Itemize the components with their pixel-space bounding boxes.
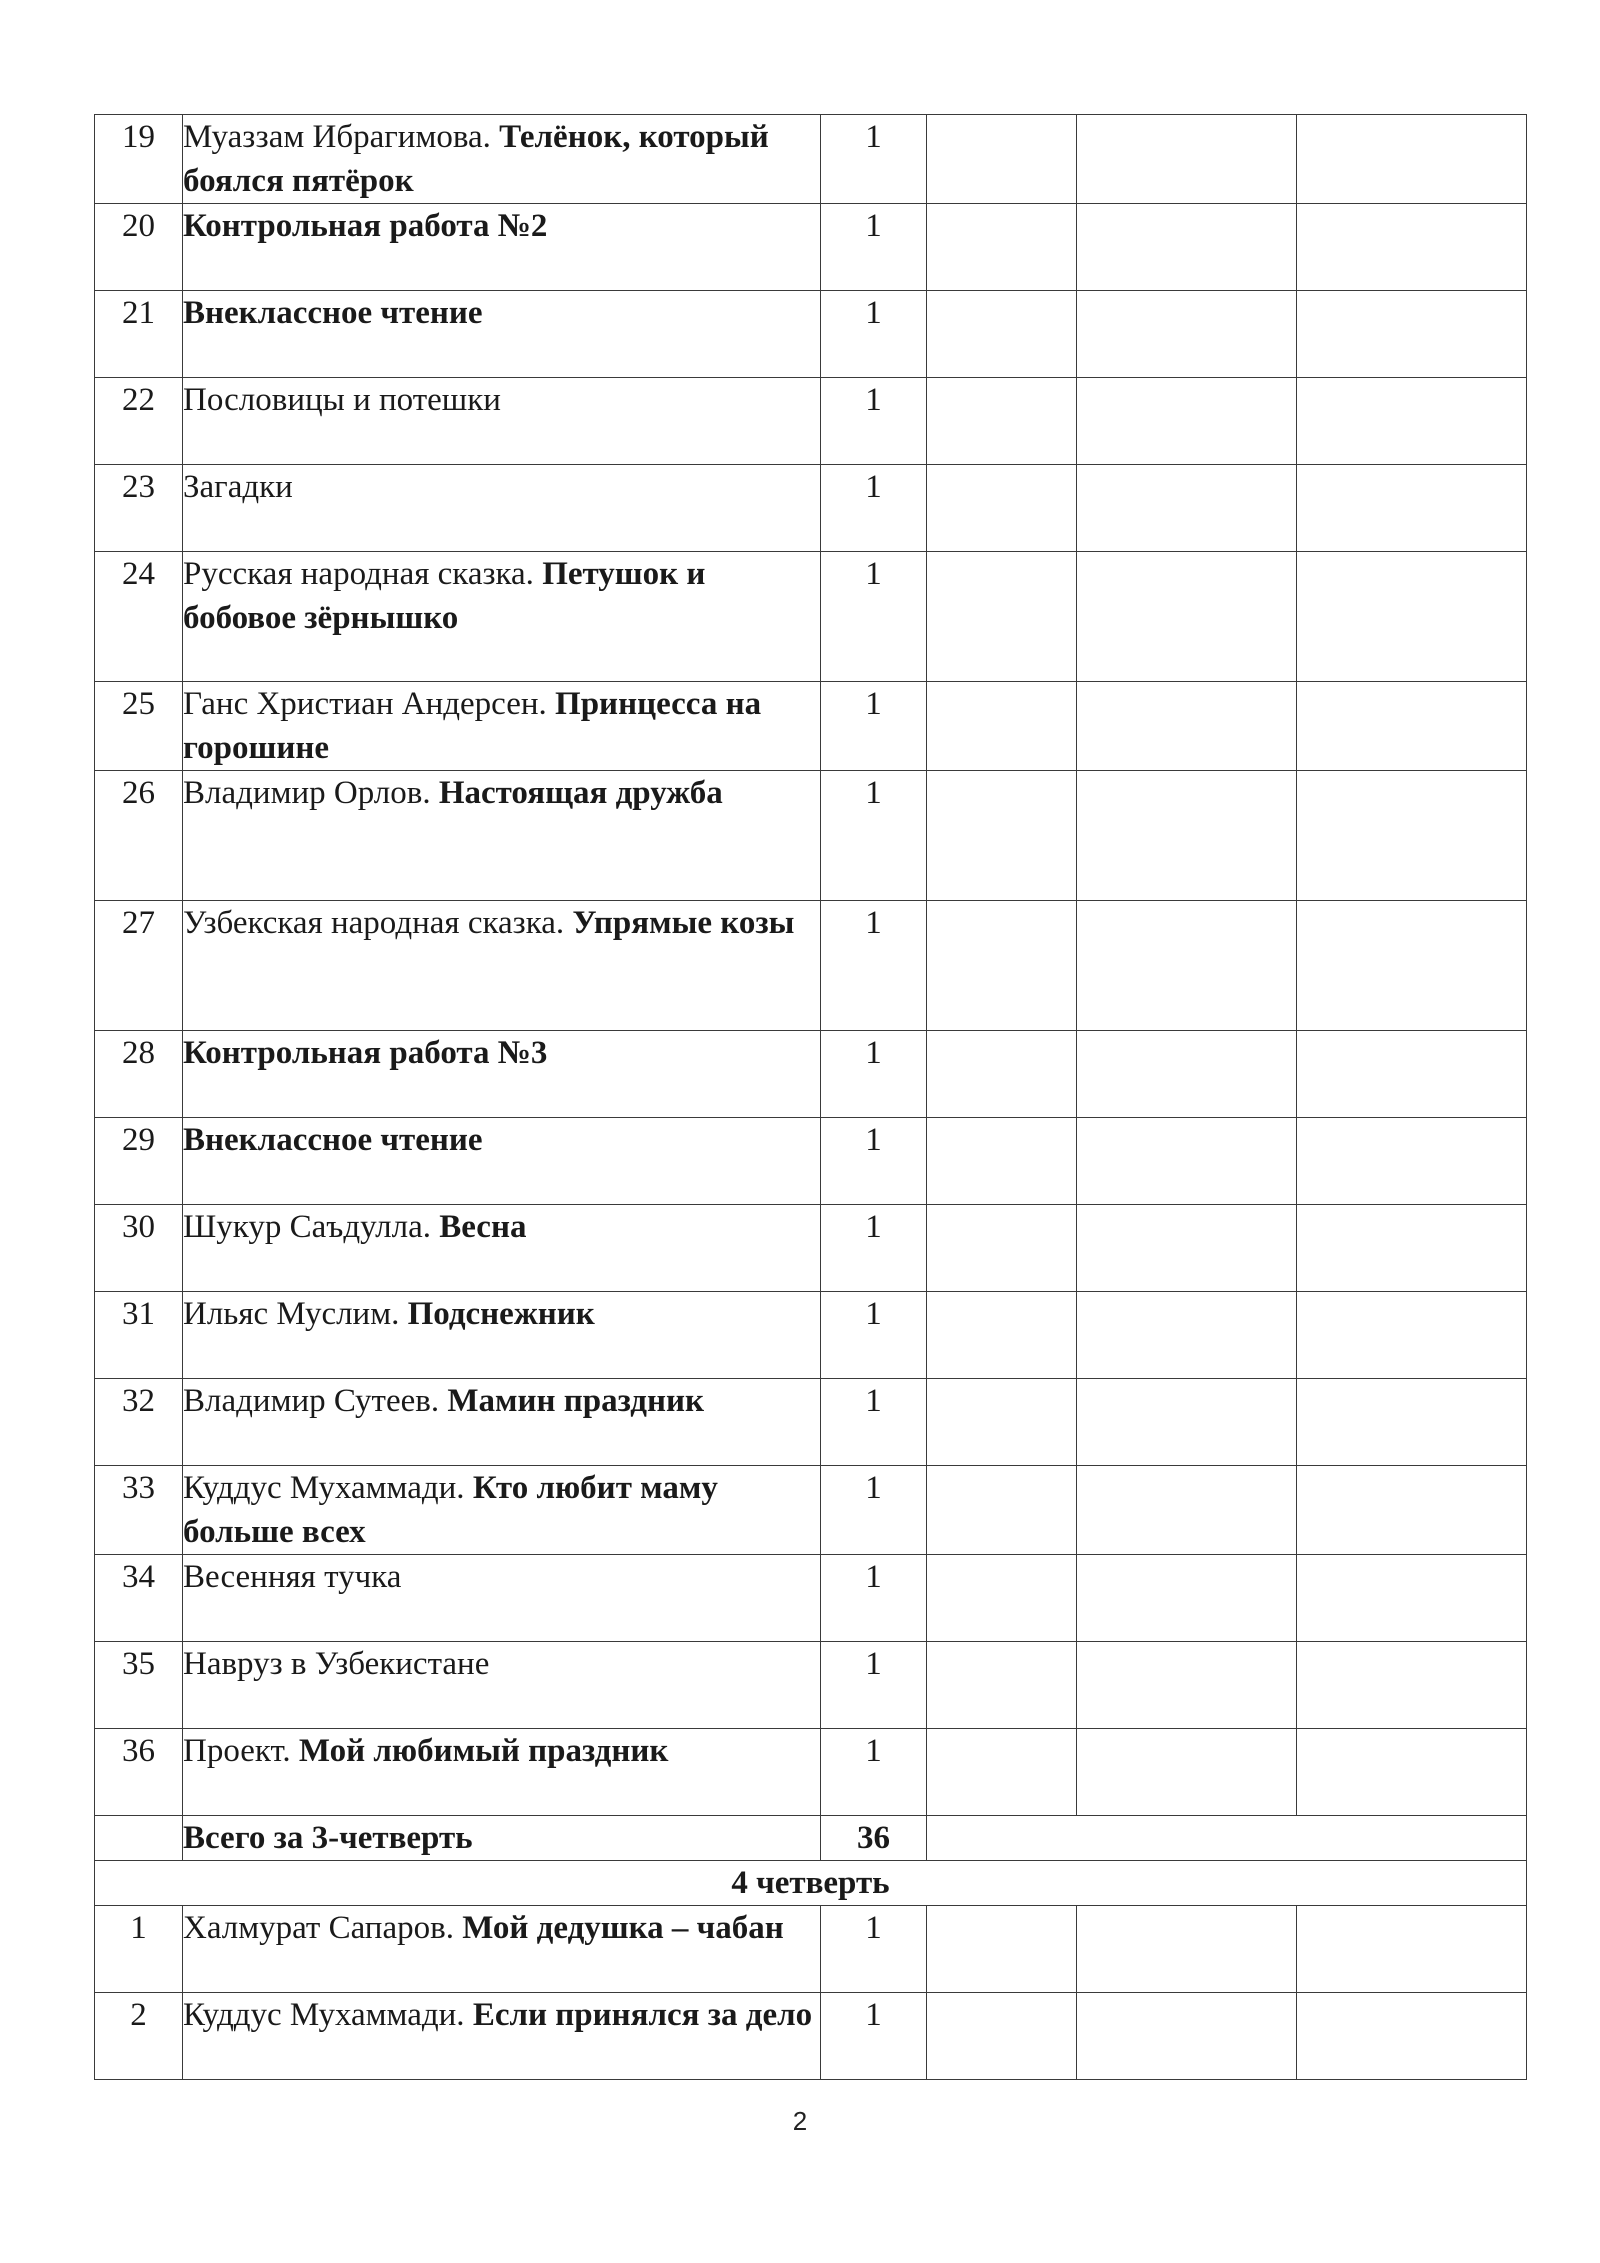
empty-cell bbox=[927, 1906, 1077, 1993]
empty-cell bbox=[1297, 1906, 1527, 1993]
lesson-title: Проект. Мой любимый праздник bbox=[183, 1729, 821, 1816]
empty-cell bbox=[927, 378, 1077, 465]
table-row bbox=[95, 1118, 1527, 1205]
quarter-heading: 4 четверть bbox=[95, 1861, 1527, 1906]
row-number: 23 bbox=[95, 465, 183, 552]
empty-cell bbox=[1077, 1729, 1297, 1816]
lesson-title: Контрольная работа №2 bbox=[183, 204, 821, 291]
empty-cell bbox=[1297, 1555, 1527, 1642]
empty-cell bbox=[927, 1993, 1077, 2080]
empty-cell bbox=[1297, 771, 1527, 901]
empty-cell bbox=[927, 1466, 1077, 1555]
empty-cell bbox=[1077, 204, 1297, 291]
empty-cell bbox=[1077, 1993, 1297, 2080]
table-row bbox=[95, 1292, 1527, 1379]
total-row bbox=[95, 1816, 1527, 1861]
page-number: 2 bbox=[792, 2106, 808, 2136]
empty-cell bbox=[1077, 1118, 1297, 1205]
empty-cell bbox=[1297, 1031, 1527, 1118]
empty-cell bbox=[927, 465, 1077, 552]
row-number: 24 bbox=[95, 552, 183, 682]
table-row bbox=[95, 771, 1527, 901]
row-number: 33 bbox=[95, 1466, 183, 1555]
hours-cell: 1 bbox=[821, 115, 927, 204]
empty-cell bbox=[1077, 465, 1297, 552]
lesson-plan-table bbox=[94, 114, 1527, 2080]
lesson-title: Ганс Христиан Андерсен. Принцесса на горошине bbox=[183, 682, 821, 771]
table-row bbox=[95, 901, 1527, 1031]
row-number: 28 bbox=[95, 1031, 183, 1118]
empty-cell bbox=[927, 901, 1077, 1031]
empty-cell bbox=[927, 115, 1077, 204]
hours-cell: 1 bbox=[821, 1906, 927, 1993]
lesson-title: Загадки bbox=[183, 465, 821, 552]
empty-cell bbox=[927, 291, 1077, 378]
empty-cell bbox=[1297, 901, 1527, 1031]
empty-cell bbox=[1297, 552, 1527, 682]
empty-cell bbox=[927, 1729, 1077, 1816]
empty-cell bbox=[1297, 1729, 1527, 1816]
hours-cell: 1 bbox=[821, 1555, 927, 1642]
hours-cell: 1 bbox=[821, 901, 927, 1031]
empty-cell bbox=[1077, 1031, 1297, 1118]
hours-cell: 1 bbox=[821, 291, 927, 378]
row-number: 21 bbox=[95, 291, 183, 378]
empty-cell bbox=[1077, 1642, 1297, 1729]
hours-cell: 1 bbox=[821, 771, 927, 901]
empty-cell bbox=[1297, 1379, 1527, 1466]
hours-cell: 1 bbox=[821, 682, 927, 771]
lesson-title: Внеклассное чтение bbox=[183, 291, 821, 378]
row-number: 26 bbox=[95, 771, 183, 901]
empty-cell bbox=[1077, 1292, 1297, 1379]
lesson-title: Владимир Сутеев. Мамин праздник bbox=[183, 1379, 821, 1466]
hours-cell: 1 bbox=[821, 1205, 927, 1292]
table-row bbox=[95, 204, 1527, 291]
empty-cell bbox=[1297, 1118, 1527, 1205]
row-number: 27 bbox=[95, 901, 183, 1031]
table-row bbox=[95, 552, 1527, 682]
empty-cell bbox=[927, 1816, 1527, 1861]
quarter-heading-row bbox=[95, 1861, 1527, 1906]
row-number: 29 bbox=[95, 1118, 183, 1205]
lesson-title: Халмурат Сапаров. Мой дедушка – чабан bbox=[183, 1906, 821, 1993]
table-row bbox=[95, 115, 1527, 204]
empty-cell bbox=[927, 204, 1077, 291]
hours-cell: 1 bbox=[821, 378, 927, 465]
hours-cell: 1 bbox=[821, 552, 927, 682]
empty-cell bbox=[927, 771, 1077, 901]
empty-cell bbox=[1297, 204, 1527, 291]
empty-cell bbox=[1297, 465, 1527, 552]
table-row bbox=[95, 1642, 1527, 1729]
lesson-title: Весенняя тучка bbox=[183, 1555, 821, 1642]
lesson-title: Пословицы и потешки bbox=[183, 378, 821, 465]
lesson-title: Владимир Орлов. Настоящая дружба bbox=[183, 771, 821, 901]
total-label: Всего за 3-четверть bbox=[183, 1816, 821, 1861]
lesson-title: Навруз в Узбекистане bbox=[183, 1642, 821, 1729]
table-row bbox=[95, 1205, 1527, 1292]
table-row bbox=[95, 378, 1527, 465]
row-number: 31 bbox=[95, 1292, 183, 1379]
lesson-title: Куддус Мухаммади. Кто любит маму больше всех bbox=[183, 1466, 821, 1555]
table-row bbox=[95, 1031, 1527, 1118]
table-row bbox=[95, 1729, 1527, 1816]
lesson-title: Русская народная сказка. Петушок и бобовое зёрнышко bbox=[183, 552, 821, 682]
lesson-title: Узбекская народная сказка. Упрямые козы bbox=[183, 901, 821, 1031]
lesson-title: Ильяс Муслим. Подснежник bbox=[183, 1292, 821, 1379]
empty-cell bbox=[1297, 115, 1527, 204]
row-number: 22 bbox=[95, 378, 183, 465]
table-row bbox=[95, 1379, 1527, 1466]
empty-cell bbox=[1297, 1205, 1527, 1292]
table-row bbox=[95, 465, 1527, 552]
empty-cell bbox=[1297, 1642, 1527, 1729]
empty-cell bbox=[927, 1205, 1077, 1292]
empty-cell bbox=[1077, 1555, 1297, 1642]
table-row bbox=[95, 1466, 1527, 1555]
empty-cell bbox=[1077, 115, 1297, 204]
hours-cell: 1 bbox=[821, 1118, 927, 1205]
empty-cell bbox=[927, 1118, 1077, 1205]
row-number: 30 bbox=[95, 1205, 183, 1292]
empty-cell bbox=[1077, 901, 1297, 1031]
lesson-title: Шукур Саъдулла. Весна bbox=[183, 1205, 821, 1292]
table-row bbox=[95, 682, 1527, 771]
empty-cell bbox=[1077, 1906, 1297, 1993]
hours-cell: 1 bbox=[821, 1379, 927, 1466]
empty-cell bbox=[927, 1379, 1077, 1466]
empty-cell bbox=[95, 1816, 183, 1861]
empty-cell bbox=[927, 552, 1077, 682]
empty-cell bbox=[1297, 378, 1527, 465]
hours-cell: 1 bbox=[821, 204, 927, 291]
empty-cell bbox=[927, 682, 1077, 771]
row-number: 32 bbox=[95, 1379, 183, 1466]
table-row bbox=[95, 1555, 1527, 1642]
row-number: 2 bbox=[95, 1993, 183, 2080]
hours-cell: 1 bbox=[821, 1292, 927, 1379]
row-number: 1 bbox=[95, 1906, 183, 1993]
row-number: 19 bbox=[95, 115, 183, 204]
empty-cell bbox=[1077, 552, 1297, 682]
empty-cell bbox=[1077, 378, 1297, 465]
hours-cell: 1 bbox=[821, 1993, 927, 2080]
row-number: 34 bbox=[95, 1555, 183, 1642]
row-number: 25 bbox=[95, 682, 183, 771]
empty-cell bbox=[1297, 1993, 1527, 2080]
empty-cell bbox=[1077, 1205, 1297, 1292]
lesson-title: Внеклассное чтение bbox=[183, 1118, 821, 1205]
row-number: 20 bbox=[95, 204, 183, 291]
table-row bbox=[95, 1993, 1527, 2080]
hours-cell: 1 bbox=[821, 1031, 927, 1118]
empty-cell bbox=[1297, 1292, 1527, 1379]
empty-cell bbox=[1297, 291, 1527, 378]
empty-cell bbox=[927, 1292, 1077, 1379]
empty-cell bbox=[1077, 771, 1297, 901]
lesson-title: Муаззам Ибрагимова. Телёнок, который боялся пятёрок bbox=[183, 115, 821, 204]
empty-cell bbox=[927, 1555, 1077, 1642]
table-row bbox=[95, 1906, 1527, 1993]
empty-cell bbox=[1297, 682, 1527, 771]
row-number: 36 bbox=[95, 1729, 183, 1816]
hours-cell: 1 bbox=[821, 1642, 927, 1729]
total-hours: 36 bbox=[821, 1816, 927, 1861]
empty-cell bbox=[1077, 1466, 1297, 1555]
lesson-title: Куддус Мухаммади. Если принялся за дело bbox=[183, 1993, 821, 2080]
hours-cell: 1 bbox=[821, 465, 927, 552]
table-row bbox=[95, 291, 1527, 378]
empty-cell bbox=[927, 1031, 1077, 1118]
empty-cell bbox=[1077, 1379, 1297, 1466]
empty-cell bbox=[927, 1642, 1077, 1729]
empty-cell bbox=[1297, 1466, 1527, 1555]
hours-cell: 1 bbox=[821, 1466, 927, 1555]
row-number: 35 bbox=[95, 1642, 183, 1729]
hours-cell: 1 bbox=[821, 1729, 927, 1816]
empty-cell bbox=[1077, 682, 1297, 771]
lesson-title: Контрольная работа №3 bbox=[183, 1031, 821, 1118]
empty-cell bbox=[1077, 291, 1297, 378]
